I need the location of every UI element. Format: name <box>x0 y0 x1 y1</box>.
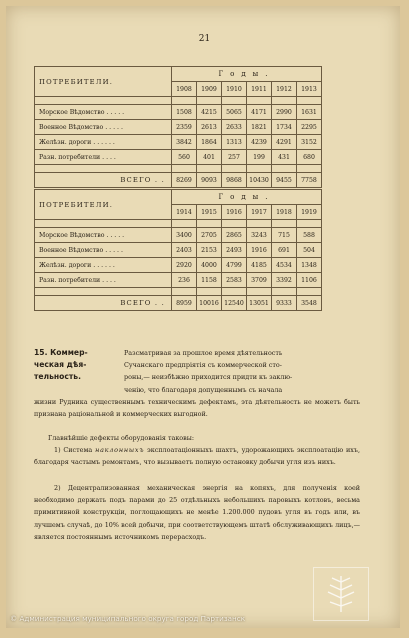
defects-intro: Главнѣйшіе дефекты оборудованія таковы: <box>48 434 194 442</box>
year-cell: 1918 <box>272 205 297 220</box>
table-row: Морское Вѣдомство . . . . . 3400 2705 2865 3243 715 588 <box>35 228 322 243</box>
consumers-header: ПОТРЕБИТЕЛИ. <box>35 190 172 220</box>
year-cell: 1916 <box>222 205 247 220</box>
section-heading: 15. Коммер- ческая дѣя- тельность. <box>34 348 88 381</box>
archive-logo-icon <box>313 567 369 621</box>
table-row: Желѣзн. дороги . . . . . . 2920 4000 4799 4185 4534 1348 <box>35 258 322 273</box>
coal-consumption-table-1908-1913 <box>34 66 322 188</box>
year-cell: 1908 <box>172 82 197 97</box>
years-header: Годы. <box>172 190 322 205</box>
consumers-header: ПОТРЕБИТЕЛИ. <box>35 67 172 97</box>
year-cell: 1911 <box>247 82 272 97</box>
total-row: ВСЕГО . . 8959 10016 12540 13051 9333 3548 <box>35 296 322 311</box>
year-cell: 1914 <box>172 205 197 220</box>
years-header: Годы. <box>172 67 322 82</box>
year-cell: 1915 <box>197 205 222 220</box>
table-row: Военное Вѣдомство . . . . . 2359 2613 2633 1821 1734 2295 <box>35 120 322 135</box>
year-cell: 1910 <box>222 82 247 97</box>
total-row: ВСЕГО . . 8269 9093 9868 10430 9455 7758 <box>35 173 322 188</box>
paragraph-intro-rest: жизни Рудника существеннымъ техническимъ дефектамъ, эта дѣятельность не можетъ быть признана раціональной и коммерческих выгодной. <box>34 398 360 419</box>
page-number: 21 <box>198 34 211 44</box>
table-row: Разн. потребители . . . . 560 401 257 199 431 680 <box>35 150 322 165</box>
year-cell: 1919 <box>297 205 322 220</box>
copyright-watermark: © Администрация муниципального округа город Партизанск <box>10 614 246 623</box>
year-cell: 1909 <box>197 82 222 97</box>
table-row: Морское Вѣдомство . . . . . 1508 4215 5065 4171 2990 1631 <box>35 105 322 120</box>
coal-consumption-table-1914-1919 <box>34 189 322 311</box>
table-row: Разн. потребители . . . . 236 1158 2583 3709 3392 1106 <box>35 273 322 288</box>
paragraph-intro-lines: Разсматривая за прошлое время дѣятельность Сучанскаго предпріятія съ коммерческой сто- роны,— неизбѣжно приходится придти къ заклю- ченію, что благодаря допущеннымъ съ начала <box>124 349 293 394</box>
year-cell: 1917 <box>247 205 272 220</box>
defect-1: 1) Система наклонныхъ эксплоатаціонныхъ шахтъ, удорожающихъ эксплоатацію ихъ, благодаря частымъ ремонтамъ, что вызываетъ полную остановку добычи угля изъ нихъ. <box>34 446 360 467</box>
year-cell: 1913 <box>297 82 322 97</box>
defect-2: 2) Децентрализованная механическая энергія на копяхъ, для полученія коей необходимо держать подъ парами до 25 отдѣльныхъ небольшихъ паровыхъ котловъ, весьма примитивной конструкціи, поглощающихъ не менѣе 1.200.000 пудовъ угля въ годъ или, въ лучшемъ случаѣ, до 10% всей добычи, при соответствующемъ штатѣ обслуживающихъ лицъ,—является постояннымъ источникомъ перерасходъ. <box>34 484 360 541</box>
year-cell: 1912 <box>272 82 297 97</box>
table-row: Военное Вѣдомство . . . . . 2403 2153 2493 1916 691 504 <box>35 243 322 258</box>
table-row: Желѣзн. дороги . . . . . . 3842 1864 1313 4239 4291 3152 <box>35 135 322 150</box>
